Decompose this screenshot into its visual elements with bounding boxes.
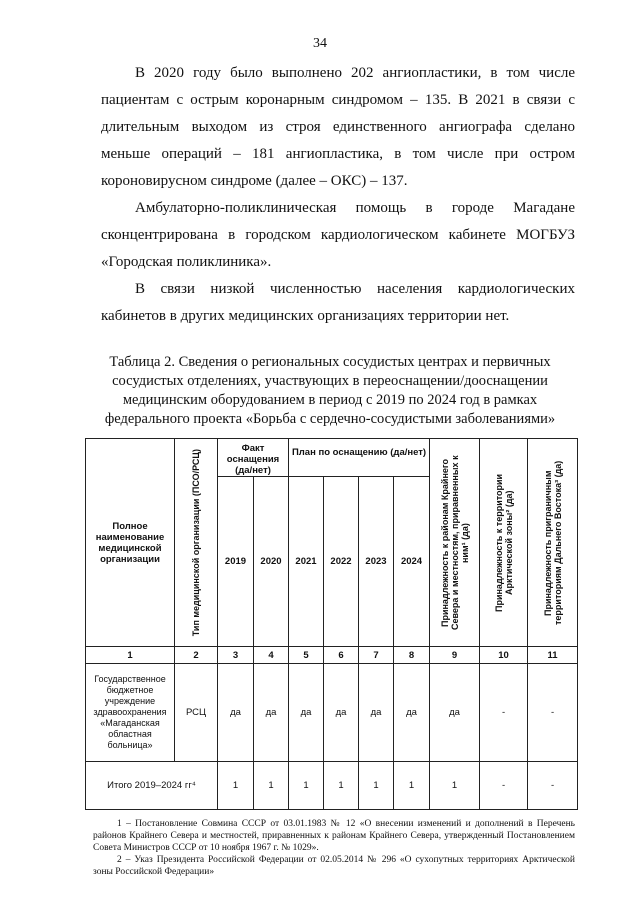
cell-value: да [430, 664, 480, 762]
cell-value: да [254, 664, 289, 762]
col-number: 5 [289, 647, 324, 664]
col-number: 1 [86, 647, 175, 664]
total-value: 1 [218, 762, 254, 810]
col-number: 9 [430, 647, 480, 664]
header-plan-group: План по оснащению (да/нет) [289, 439, 430, 477]
total-value: 1 [324, 762, 359, 810]
header-border: Принадлежность приграничным территориям Дальнего Востока³ (да) [528, 439, 578, 647]
footnotes [93, 818, 575, 878]
header-org-type: Тип медицинской организации (ПСО/РСЦ) [175, 439, 218, 647]
col-number: 3 [218, 647, 254, 664]
cell-value: - [480, 664, 528, 762]
cell-value: - [528, 664, 578, 762]
header-year: 2020 [254, 477, 289, 647]
table-row [86, 664, 578, 762]
page-number: 34 [313, 36, 327, 51]
paragraph-1: В 2020 году было выполнено 202 ангиопластики, в том числе пациентам с острым коронарным синдромом – 135. В 2021 в связи с длительным выходом из строя единственного ангиографа сделано меньше операций – 181 ангиопластика, в том числе при остром короновирусном синдроме (далее – ОКС) – 137. [101, 65, 575, 189]
header-year: 2022 [324, 477, 359, 647]
header-year: 2019 [218, 477, 254, 647]
footnote-2: 2 – Указ Президента Российской Федерации от 02.05.2014 № 296 «О сухопутных территориях Арктической зоны Российской Федерации» [93, 855, 575, 877]
col-number: 4 [254, 647, 289, 664]
header-year: 2024 [394, 477, 430, 647]
header-arctic: Принадлежность к территории Арктической зоны² (да) [480, 439, 528, 647]
total-value: - [480, 762, 528, 810]
data-table [85, 438, 578, 810]
table-caption: Таблица 2. Сведения о региональных сосудистых центрах и первичных сосудистых отделениях, участвующих в переоснащении/дооснащении медицинским оборудованием в период с 2019 по 2024 год в рамках федерального проекта «Борьба с сердечно-сосудистыми заболеваниями» [104, 354, 556, 427]
col-number: 2 [175, 647, 218, 664]
paragraph-3: В связи низкой численностью населения кардиологических кабинетов в других медицинских организациях территории нет. [101, 281, 575, 324]
header-year: 2023 [359, 477, 394, 647]
total-row [86, 762, 578, 810]
col-number: 11 [528, 647, 578, 664]
total-value: 1 [359, 762, 394, 810]
paragraph-2: Амбулаторно-поликлиническая помощь в городе Магадане сконцентрирована в городском кардиологическом кабинете МОГБУЗ «Городская поликлиника». [101, 200, 575, 270]
cell-value: да [289, 664, 324, 762]
total-value: - [528, 762, 578, 810]
total-value: 1 [254, 762, 289, 810]
cell-value: да [218, 664, 254, 762]
total-label: Итого 2019–2024 гг⁴ [86, 762, 218, 810]
footnote-1: 1 – Постановление Совмина СССР от 03.01.1983 № 12 «О внесении изменений и дополнений в Перечень районов Крайнего Севера и местностей, приравненных к районам Крайнего Севера, утвержденный Постановлением Совета Министров СССР от 10 ноября 1967 г. № 1029». [93, 819, 575, 853]
total-value: 1 [394, 762, 430, 810]
total-value: 1 [289, 762, 324, 810]
col-number: 7 [359, 647, 394, 664]
cell-value: да [394, 664, 430, 762]
cell-org-name: Государственное бюджетное учреждение здравоохранения «Магаданская областная больница» [86, 664, 175, 762]
cell-value: да [359, 664, 394, 762]
cell-org-type: РСЦ [175, 664, 218, 762]
cell-value: да [324, 664, 359, 762]
header-fact-group: Факт оснащения (да/нет) [218, 439, 289, 477]
col-number: 6 [324, 647, 359, 664]
header-north: Принадлежность к районам Крайнего Севера и местностям, приравненных к ним¹ (да) [430, 439, 480, 647]
col-number: 8 [394, 647, 430, 664]
header-row-1 [86, 439, 578, 477]
header-year: 2021 [289, 477, 324, 647]
col-number: 10 [480, 647, 528, 664]
header-org-name: Полное наименование медицинской организации [86, 439, 175, 647]
total-value: 1 [430, 762, 480, 810]
column-number-row [86, 647, 578, 664]
